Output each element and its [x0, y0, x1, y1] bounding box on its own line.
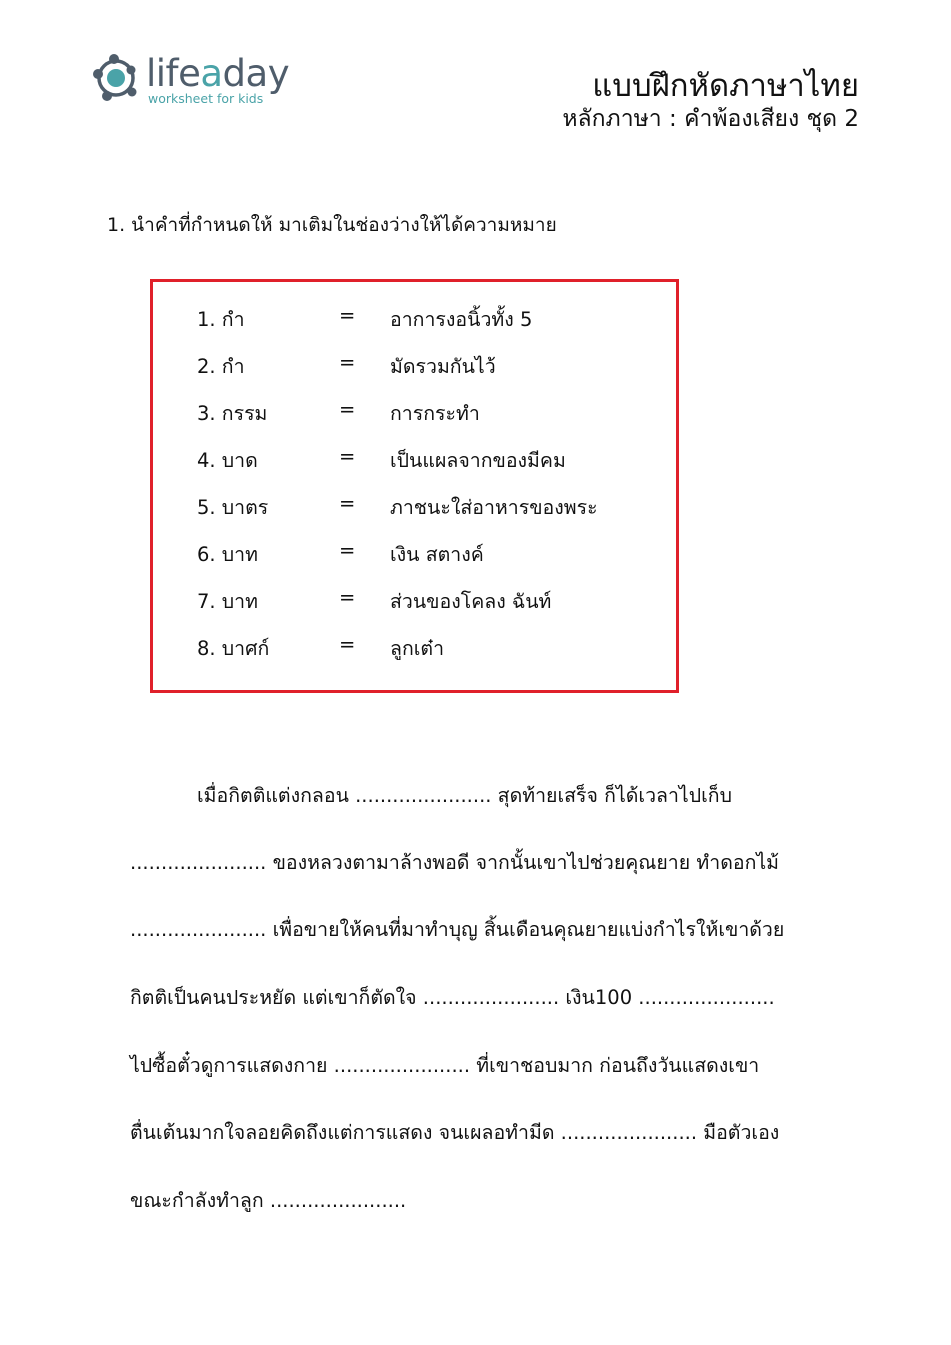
vocab-equals: =	[339, 445, 356, 468]
passage-line: ...................... ของหลวงตามาล้างพอดี จากนั้นเขาไปช่วยคุณยาย ทำดอกไม้	[130, 851, 780, 874]
passage-line: ไปซื้อตั๋วดูการแสดงกาย ...................... ที่เขาชอบมาก ก่อนถึงวันแสดงเขา	[130, 1054, 760, 1077]
page-title: แบบฝึกหัดภาษาไทย	[592, 68, 859, 104]
vocab-meaning: อาการงอนิ้วทั้ง 5	[390, 308, 533, 331]
vocab-meaning: มัดรวมกันไว้	[390, 355, 496, 378]
vocab-equals: =	[339, 539, 356, 562]
passage-line: เมื่อกิตติแต่งกลอน ...................... สุดท้ายเสร็จ ก็ได้เวลาไปเก็บ	[197, 784, 732, 807]
passage-line: ขณะกำลังทำลูก ......................	[130, 1189, 407, 1212]
molecule-logo-icon	[90, 50, 146, 110]
vocab-word: 7. บาท	[197, 590, 258, 613]
vocab-meaning: ส่วนของโคลง ฉันท์	[390, 590, 552, 613]
logo-tagline: worksheet for kids	[148, 91, 264, 106]
passage-line: ตื่นเต้นมากใจลอยคิดถึงแต่การแสดง จนเผลอทำมีด ...................... มือตัวเอง	[130, 1121, 780, 1144]
vocab-equals: =	[339, 633, 356, 656]
logo-wordmark: lifeaday	[146, 52, 290, 95]
logo	[90, 50, 290, 110]
vocab-word: 6. บาท	[197, 543, 258, 566]
vocab-meaning: ลูกเต๋า	[390, 637, 445, 660]
vocab-equals: =	[339, 586, 356, 609]
vocab-word: 8. บาศก์	[197, 637, 270, 660]
passage-line: ...................... เพื่อขายให้คนที่มาทำบุญ สิ้นเดือนคุณยายแบ่งกำไรให้เขาด้วย	[130, 918, 785, 941]
vocab-word: 4. บาด	[197, 449, 258, 472]
vocab-word: 5. บาตร	[197, 496, 269, 519]
vocab-equals: =	[339, 304, 356, 327]
vocab-meaning: เป็นแผลจากของมีคม	[390, 449, 566, 472]
vocab-word: 3. กรรม	[197, 402, 268, 425]
passage-line: กิตติเป็นคนประหยัด แต่เขาก็ตัดใจ ...................... เงิน100 ......................	[130, 986, 775, 1009]
exercise-instruction: 1. นำคำที่กำหนดให้ มาเติมในช่องว่างให้ได้ความหมาย	[107, 214, 557, 236]
vocab-meaning: การกระทำ	[390, 402, 480, 425]
vocab-equals: =	[339, 492, 356, 515]
page-subtitle: หลักภาษา : คำพ้องเสียง ชุด 2	[562, 106, 859, 132]
vocab-equals: =	[339, 398, 356, 421]
vocab-word: 2. กำ	[197, 355, 245, 378]
vocab-meaning: เงิน สตางค์	[390, 543, 484, 566]
vocab-word: 1. กำ	[197, 308, 245, 331]
vocabulary-box	[150, 279, 679, 693]
vocab-meaning: ภาชนะใส่อาหารของพระ	[390, 496, 598, 519]
vocab-equals: =	[339, 351, 356, 374]
